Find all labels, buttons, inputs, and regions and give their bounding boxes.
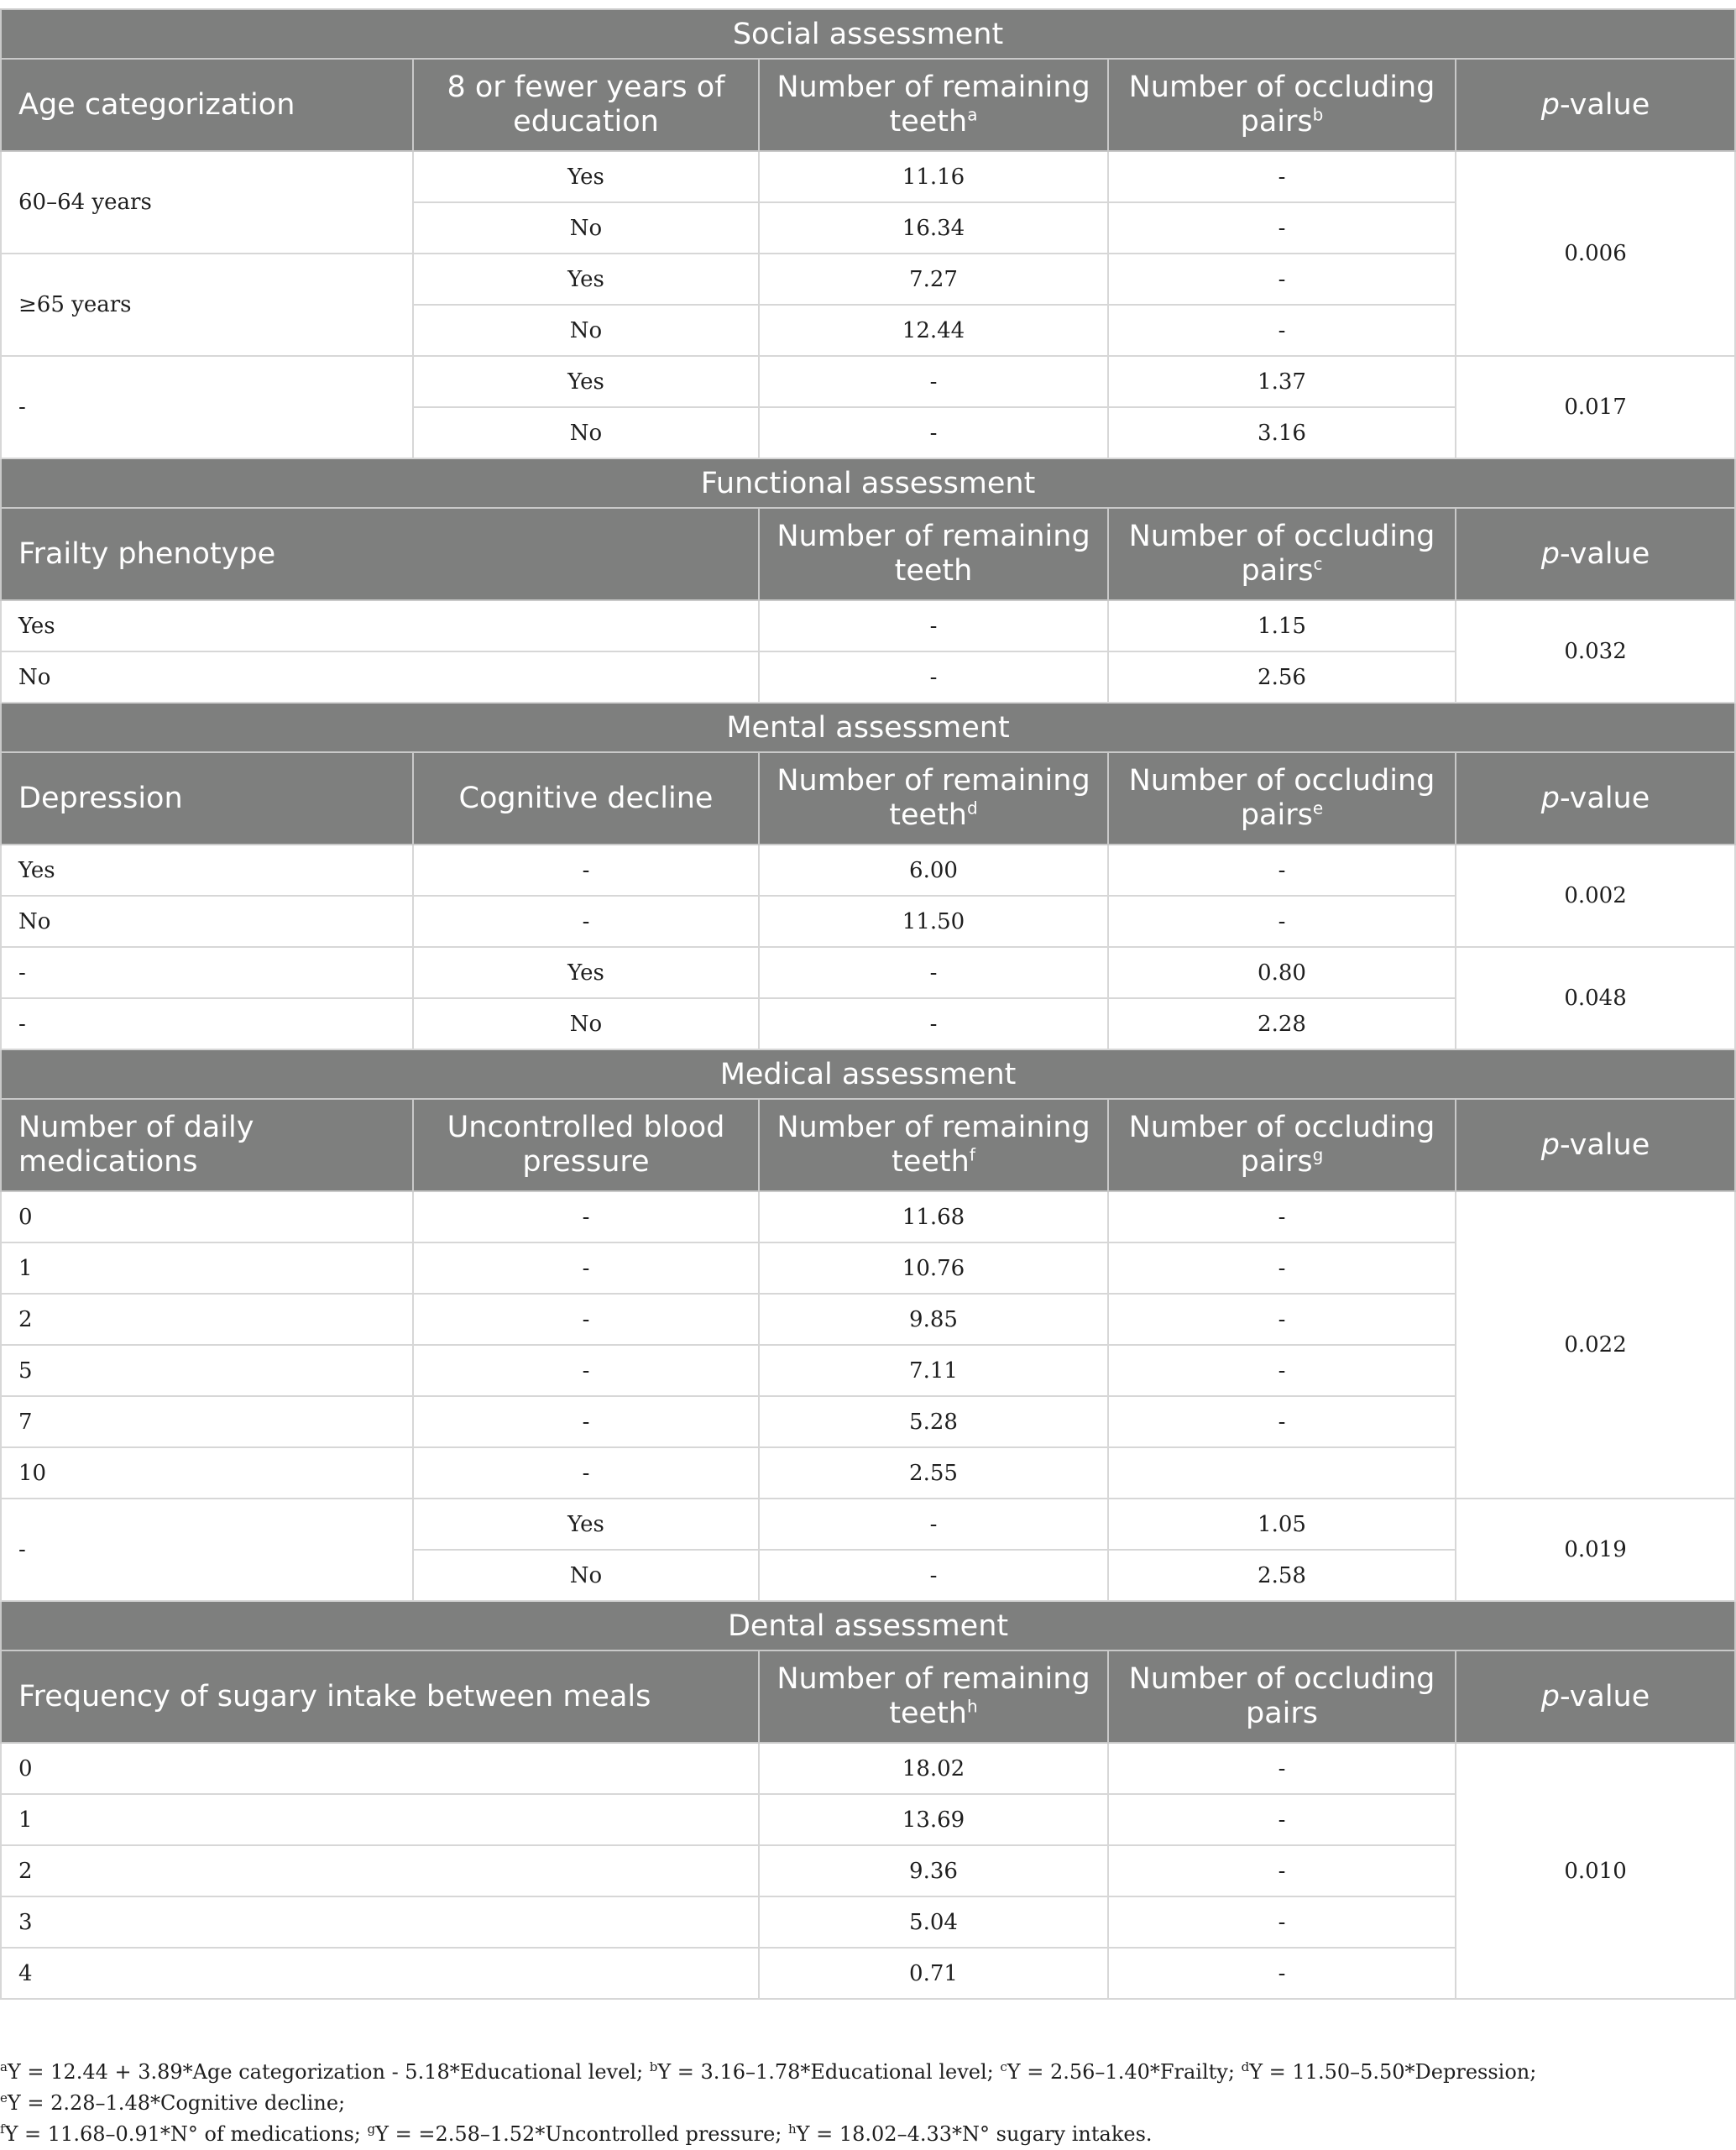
table-cell: - [1,947,413,998]
table-cell: - [1,356,413,458]
section-header-social [1,9,1735,59]
column-header-row [1,1650,1735,1743]
column-header-row [1,508,1735,600]
table-cell: 2.58 [1108,1550,1456,1601]
p-suffix: -value [1559,1679,1650,1713]
footnote-text: Y = 2.56–1.40*Frailty; [1007,2060,1242,2084]
table-cell: - [759,1499,1108,1550]
p-suffix: -value [1559,1127,1650,1162]
table-cell: 5.04 [759,1896,1108,1948]
p-value-cell: 0.032 [1456,600,1735,703]
section-header-dental [1,1601,1735,1650]
table-cell: - [1,998,413,1049]
footnote-marker: d [967,798,978,819]
results-table [0,8,1736,2000]
table-row [1,356,1735,407]
table-cell: - [413,1345,759,1396]
table-row [1,1743,1735,1794]
column-header-row [1,752,1735,845]
footnote [0,2060,650,2084]
footnote-text: Y = 18.02–4.33*N° sugary intakes. [796,2122,1153,2146]
table-cell: 0.71 [759,1948,1108,1999]
table-cell: 10 [1,1447,413,1499]
table-cell: Yes [413,254,759,305]
header-text: Number of remaining teeth [776,71,1090,139]
section-title: Social assessment [1,9,1735,59]
table-cell: 60–64 years [1,151,413,254]
column-header: 8 or fewer years of education [413,59,759,151]
footnote-marker: f [0,2121,5,2137]
footnote-marker: c [1313,553,1323,574]
section-title: Medical assessment [1,1049,1735,1099]
table-cell: - [1108,1743,1456,1794]
table-cell: - [1108,305,1456,356]
table-cell: No [413,202,759,254]
table-cell: - [413,1294,759,1345]
footnote-text: Y = 11.68–0.91*N° of medications; [4,2122,368,2146]
table-cell: 0 [1,1191,413,1242]
table-cell: - [1108,1896,1456,1948]
footnote-marker: e [0,2090,8,2106]
table-cell: - [1108,202,1456,254]
table-cell: 0 [1,1743,759,1794]
p-suffix: -value [1559,781,1650,815]
table-cell: 1.15 [1108,600,1456,651]
header-text: Number of remaining teeth [776,764,1090,832]
footnote-text: Y = 2.28–1.48*Cognitive decline; [7,2091,346,2115]
footnote-marker: g [1312,1144,1324,1165]
column-header [1108,752,1456,845]
table-cell: - [1108,1396,1456,1447]
table-cell: 1.37 [1108,356,1456,407]
table-cell: 9.36 [759,1845,1108,1896]
column-header: Number of daily medications [1,1099,413,1191]
footnote-text: Y = 3.16–1.78*Educational level; [657,2060,1001,2084]
table-row [1,1191,1735,1242]
table-cell: - [759,1550,1108,1601]
column-header: Frailty phenotype [1,508,759,600]
table-cell: - [1108,254,1456,305]
p-value-cell: 0.017 [1456,356,1735,458]
column-header: Age categorization [1,59,413,151]
column-header-row [1,59,1735,151]
table-cell: Yes [413,947,759,998]
table-cell: - [1108,1794,1456,1845]
table-cell: 2.56 [1108,651,1456,703]
table-cell: 1.05 [1108,1499,1456,1550]
table-cell: 16.34 [759,202,1108,254]
column-header [1108,59,1456,151]
p-value-cell: 0.010 [1456,1743,1735,1999]
table-footnotes [0,2057,1734,2150]
column-header: Uncontrolled blood pressure [413,1099,759,1191]
p-value-cell: 0.048 [1456,947,1735,1049]
table-cell: - [1108,1845,1456,1896]
table-cell: 10.76 [759,1242,1108,1294]
table-cell: No [1,651,759,703]
header-text: Number of occluding pairs [1128,764,1435,832]
footnote [1242,2060,1537,2084]
table-cell: 7 [1,1396,413,1447]
column-header [1108,508,1456,600]
table-cell: 2.55 [759,1447,1108,1499]
footnote-text: Y = =2.58–1.52*Uncontrolled pressure; [375,2122,788,2146]
footnote-marker: f [969,1144,975,1165]
table-cell: 1 [1,1242,413,1294]
table-cell: Yes [413,356,759,407]
table-cell: ≥65 years [1,254,413,356]
column-header [759,1650,1108,1743]
p-letter: p [1540,87,1560,122]
table-cell: 2 [1,1845,759,1896]
header-text: Number of occluding pairs [1128,1111,1435,1179]
table-cell: - [413,1191,759,1242]
table-cell: - [1108,1294,1456,1345]
table-cell: Yes [413,1499,759,1550]
table-cell: 6.00 [759,845,1108,896]
header-text: Number of occluding pairs [1128,71,1435,139]
p-letter: p [1540,781,1560,815]
table-cell: - [413,845,759,896]
table-cell: 5.28 [759,1396,1108,1447]
table-cell: No [1,896,413,947]
table-cell: 11.16 [759,151,1108,202]
table-cell: - [1108,1242,1456,1294]
table-row [1,845,1735,896]
column-header: Number of occluding pairs [1108,1650,1456,1743]
footnote [0,2091,345,2115]
column-header: Depression [1,752,413,845]
column-header [759,59,1108,151]
footnote-marker: b [649,2059,658,2074]
column-header-row [1,1099,1735,1191]
footnote-marker: h [787,2121,797,2137]
table-cell: Yes [1,845,413,896]
p-suffix: -value [1559,87,1650,122]
table-row [1,1499,1735,1550]
header-text: Number of remaining teeth [776,1111,1090,1179]
footnote-marker: c [1000,2059,1007,2074]
footnote-marker: a [0,2059,8,2074]
table-cell: - [413,896,759,947]
table-cell: 12.44 [759,305,1108,356]
table-cell: 9.85 [759,1294,1108,1345]
column-header [759,1099,1108,1191]
table-cell: 0.80 [1108,947,1456,998]
table-cell: - [1108,1345,1456,1396]
table-cell: - [759,356,1108,407]
table-cell: - [1108,1948,1456,1999]
table-cell: - [759,998,1108,1049]
p-value-cell: 0.019 [1456,1499,1735,1601]
table-cell: No [413,407,759,458]
footnote-marker: a [967,104,978,125]
footnote [0,2122,368,2146]
footnote [368,2122,788,2146]
section-title: Functional assessment [1,458,1735,508]
table-cell: Yes [1,600,759,651]
table-cell: No [413,1550,759,1601]
table-cell: 3.16 [1108,407,1456,458]
column-header [1456,752,1735,845]
table-cell: - [413,1242,759,1294]
column-header: Number of remaining teeth [759,508,1108,600]
table-cell: 2.28 [1108,998,1456,1049]
column-header [1108,1099,1456,1191]
column-header [1456,59,1735,151]
footnote [1000,2060,1241,2084]
footnote-marker: h [967,1696,978,1717]
table-cell: - [1,1499,413,1601]
table-row [1,151,1735,202]
table-cell: - [1108,1191,1456,1242]
table-cell: 11.68 [759,1191,1108,1242]
table-cell: Yes [413,151,759,202]
header-text: Number of occluding pairs [1128,520,1435,588]
table-cell: 7.27 [759,254,1108,305]
table-cell: No [413,998,759,1049]
table-cell: - [1108,845,1456,896]
table-cell: 4 [1,1948,759,1999]
section-header-functional [1,458,1735,508]
footnote [650,2060,1001,2084]
table-cell: - [759,407,1108,458]
p-letter: p [1540,536,1560,571]
column-header: Frequency of sugary intake between meals [1,1650,759,1743]
footnote-text: Y = 11.50–5.50*Depression; [1249,2060,1537,2084]
section-title: Dental assessment [1,1601,1735,1650]
column-header [1456,508,1735,600]
section-title: Mental assessment [1,703,1735,752]
section-header-medical [1,1049,1735,1099]
table-row [1,947,1735,998]
footnote-marker: d [1241,2059,1250,2074]
table-cell: - [759,947,1108,998]
footnote-marker: e [1312,798,1324,819]
table-cell: 7.11 [759,1345,1108,1396]
table-cell: - [413,1447,759,1499]
table-cell: 1 [1,1794,759,1845]
table-cell: - [759,651,1108,703]
column-header [1456,1099,1735,1191]
footnote-marker: b [1312,104,1324,125]
p-suffix: -value [1559,536,1650,571]
table-cell: 3 [1,1896,759,1948]
table-cell: - [413,1396,759,1447]
table-cell: 11.50 [759,896,1108,947]
section-header-mental [1,703,1735,752]
table-cell: 5 [1,1345,413,1396]
column-header: Cognitive decline [413,752,759,845]
p-value-cell: 0.006 [1456,151,1735,356]
column-header [759,752,1108,845]
footnote-marker: g [367,2121,376,2137]
footnote [788,2122,1153,2146]
table-cell [1108,1447,1456,1499]
column-header [1456,1650,1735,1743]
table-cell: 18.02 [759,1743,1108,1794]
table-cell: No [413,305,759,356]
table-row [1,600,1735,651]
p-value-cell: 0.022 [1456,1191,1735,1499]
table-cell: - [1108,151,1456,202]
table-cell: 2 [1,1294,413,1345]
table-cell: - [759,600,1108,651]
header-text: Number of remaining teeth [776,1662,1090,1730]
p-value-cell: 0.002 [1456,845,1735,947]
footnote-text: Y = 12.44 + 3.89*Age categorization - 5.18*Educational level; [7,2060,650,2084]
table-cell: 13.69 [759,1794,1108,1845]
p-letter: p [1540,1679,1560,1713]
p-letter: p [1540,1127,1560,1162]
table-cell: - [1108,896,1456,947]
